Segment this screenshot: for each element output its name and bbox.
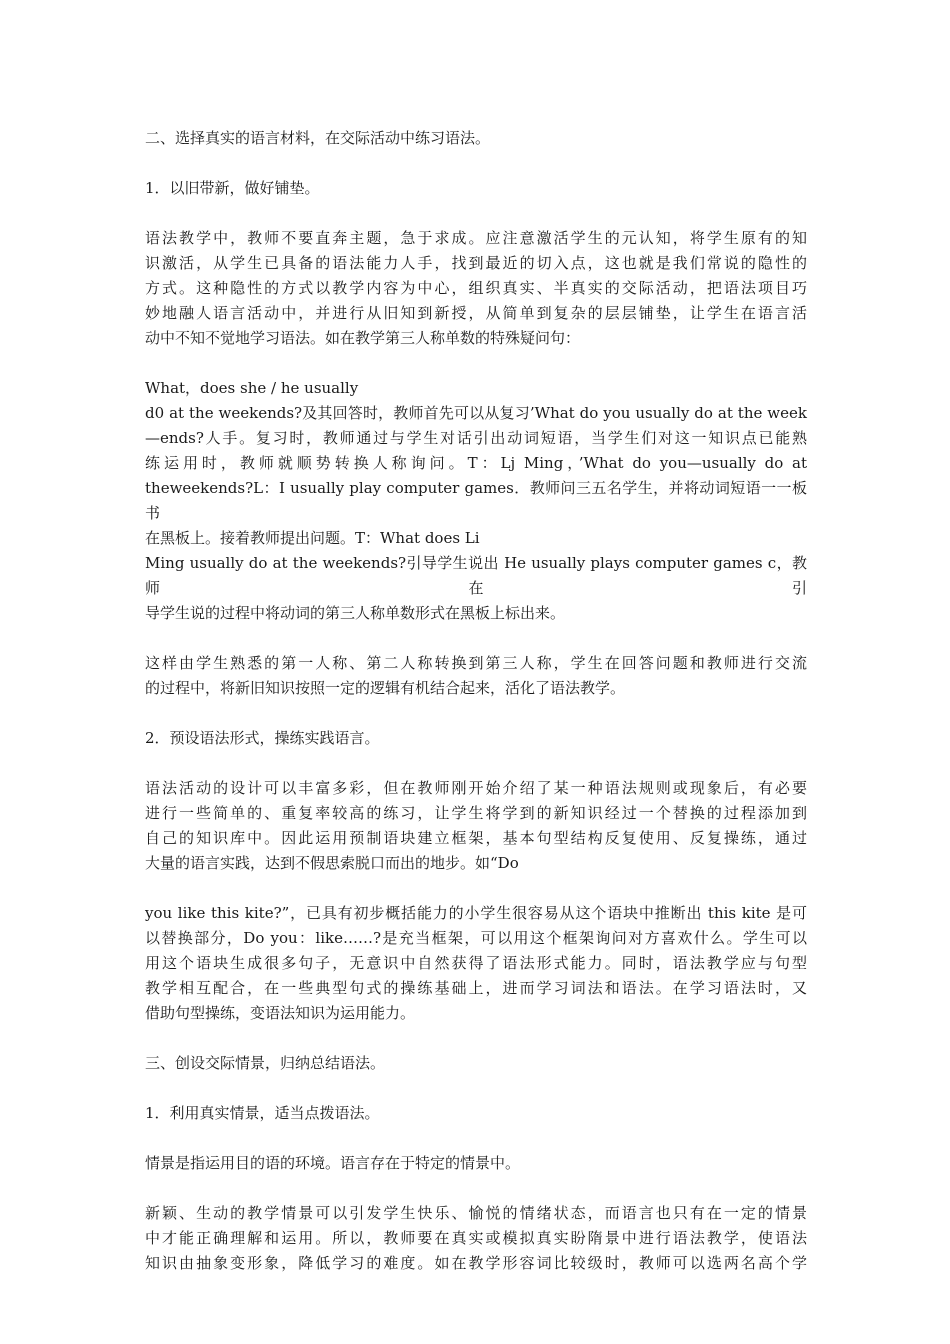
text-line: 在黑板上。接着教师提出问题。T：What does Li <box>145 529 480 547</box>
text-line: 动中不知不觉地学习语法。如在教学第三人称单数的特殊疑问句： <box>145 329 581 347</box>
text-line: 进行一些简单的、重复率较高的练习，让学生将学到的新知识经过一个替换的过程添加到 <box>145 804 807 822</box>
paragraph-summary <box>145 651 807 701</box>
text-line: 的过程中，将新旧知识按照一定的逻辑有机结合起来，活化了语法教学。 <box>145 679 626 697</box>
text-line: 借助句型操练，变语法知识为运用能力。 <box>145 1004 416 1022</box>
text-line: 大量的语言实践，达到不假思索脱口而出的地步。如“Do <box>145 854 519 872</box>
heading-section-2 <box>145 126 807 151</box>
text-line: 1．以旧带新，做好铺垫。 <box>145 179 320 197</box>
heading-section-3 <box>145 1051 807 1076</box>
paragraph-context <box>145 1201 807 1276</box>
text-line: you like this kite?”，已具有初步概括能力的小学生很容易从这个语块中推断出 this kite 是可 <box>145 904 807 922</box>
subheading-2 <box>145 726 807 751</box>
text-line: theweekends?L：I usually play computer games．教师问三五名学生，并将动词短语一一板书 <box>145 479 807 522</box>
text-line: 三、创设交际情景，归纳总结语法。 <box>145 1054 386 1072</box>
text-line: 知识由抽象变形象，降低学习的难度。如在教学形容词比较级时，教师可以选两名高个学 <box>145 1254 807 1272</box>
subheading-3 <box>145 1101 807 1126</box>
text-line: 导学生说的过程中将动词的第三人称单数形式在黑板上标出来。 <box>145 604 566 622</box>
paragraph-example <box>145 376 807 626</box>
text-line: What，does she / he usually <box>145 379 359 397</box>
text-line: 识激活，从学生已具备的语法能力人手，找到最近的切入点，这也就是我们常说的隐性的 <box>145 254 807 272</box>
text-line: 以替换部分，Do you：like……?是充当框架，可以用这个框架询问对方喜欢什么。学生可以 <box>145 929 807 947</box>
paragraph-situation <box>145 1151 807 1176</box>
text-line: 教学相互配合，在一些典型句式的操练基础上，进而学习词法和语法。在学习语法时，又 <box>145 979 807 997</box>
document-page <box>145 126 807 1301</box>
text-line: 练运用时，教师就顺势转换人称询问。T：Lj Ming，’What do you—usually do at <box>145 454 807 472</box>
text-line: 这样由学生熟悉的第一人称、第二人称转换到第三人称，学生在回答问题和教师进行交流 <box>145 654 807 672</box>
text-line: 自己的知识库中。因此运用预制语块建立框架，基本句型结构反复使用、反复操练，通过 <box>145 829 807 847</box>
text-line: 情景是指运用目的语的环境。语言存在于特定的情景中。 <box>145 1154 521 1172</box>
text-line: 新颖、生动的教学情景可以引发学生快乐、愉悦的情绪状态，而语言也只有在一定的情景 <box>145 1204 807 1222</box>
paragraph-chunks <box>145 901 807 1026</box>
text-line: 2．预设语法形式，操练实践语言。 <box>145 729 380 747</box>
text-line: 中才能正确理解和运用。所以，教师要在真实或模拟真实盼隋景中进行语法教学，使语法 <box>145 1229 807 1247</box>
text-line: 妙地融人语言活动中，并进行从旧知到新授，从简单到复杂的层层铺垫，让学生在语言活 <box>145 304 807 322</box>
text-line: Ming usually do at the weekends?引导学生说出 He usually plays computer games c，教师在引 <box>145 554 807 597</box>
subheading-1 <box>145 176 807 201</box>
text-line: 用这个语块生成很多句子，无意识中自然获得了语法形式能力。同时，语法教学应与句型 <box>145 954 807 972</box>
text-line: 方式。这种隐性的方式以教学内容为中心，组织真实、半真实的交际活动，把语法项目巧 <box>145 279 807 297</box>
text-line: 语法活动的设计可以丰富多彩，但在教师刚开始介绍了某一种语法规则或现象后，有必要 <box>145 779 807 797</box>
paragraph-activities <box>145 776 807 876</box>
text-line: —ends?人手。复习时，教师通过与学生对话引出动词短语，当学生们对这一知识点已能熟 <box>145 429 807 447</box>
text-line: 语法教学中，教师不要直奔主题，急于求成。应注意激活学生的元认知，将学生原有的知 <box>145 229 807 247</box>
text-line: 二、选择真实的语言材料，在交际活动中练习语法。 <box>145 129 491 147</box>
text-line: 1．利用真实情景，适当点拨语法。 <box>145 1104 380 1122</box>
paragraph-intro <box>145 226 807 351</box>
text-line: d0 at the weekends?及其回答时，教师首先可以从复习’What do you usually do at the week <box>145 404 807 422</box>
